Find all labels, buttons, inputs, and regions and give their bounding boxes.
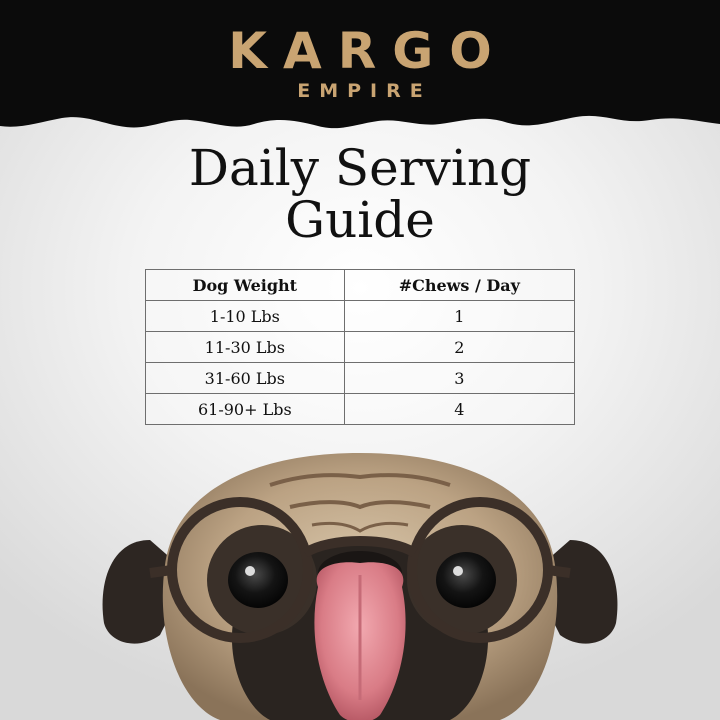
- weight-cell: 1-10 Lbs: [146, 301, 345, 332]
- column-header-weight: Dog Weight: [146, 270, 345, 301]
- chews-cell: 2: [344, 332, 574, 363]
- weight-cell: 61-90+ Lbs: [146, 394, 345, 425]
- title-line-2: Guide: [285, 191, 435, 249]
- weight-cell: 31-60 Lbs: [146, 363, 345, 394]
- brand-logo-kargo: KARGO: [228, 22, 508, 80]
- pug-illustration: [0, 445, 720, 720]
- chews-cell: 3: [344, 363, 574, 394]
- title-line-1: Daily Serving: [188, 139, 532, 197]
- table-header-row: [146, 270, 575, 301]
- table-row: [146, 363, 575, 394]
- brand-header: [0, 0, 720, 140]
- column-header-chews: #Chews / Day: [344, 270, 574, 301]
- table-row: [146, 301, 575, 332]
- brand-logo-empire: EMPIRE: [297, 80, 432, 102]
- pug-photo: [0, 445, 720, 720]
- chews-cell: 1: [344, 301, 574, 332]
- table-row: [146, 394, 575, 425]
- serving-table: [145, 269, 575, 425]
- table-row: [146, 332, 575, 363]
- page-title: [0, 139, 720, 249]
- weight-cell: 11-30 Lbs: [146, 332, 345, 363]
- chews-cell: 4: [344, 394, 574, 425]
